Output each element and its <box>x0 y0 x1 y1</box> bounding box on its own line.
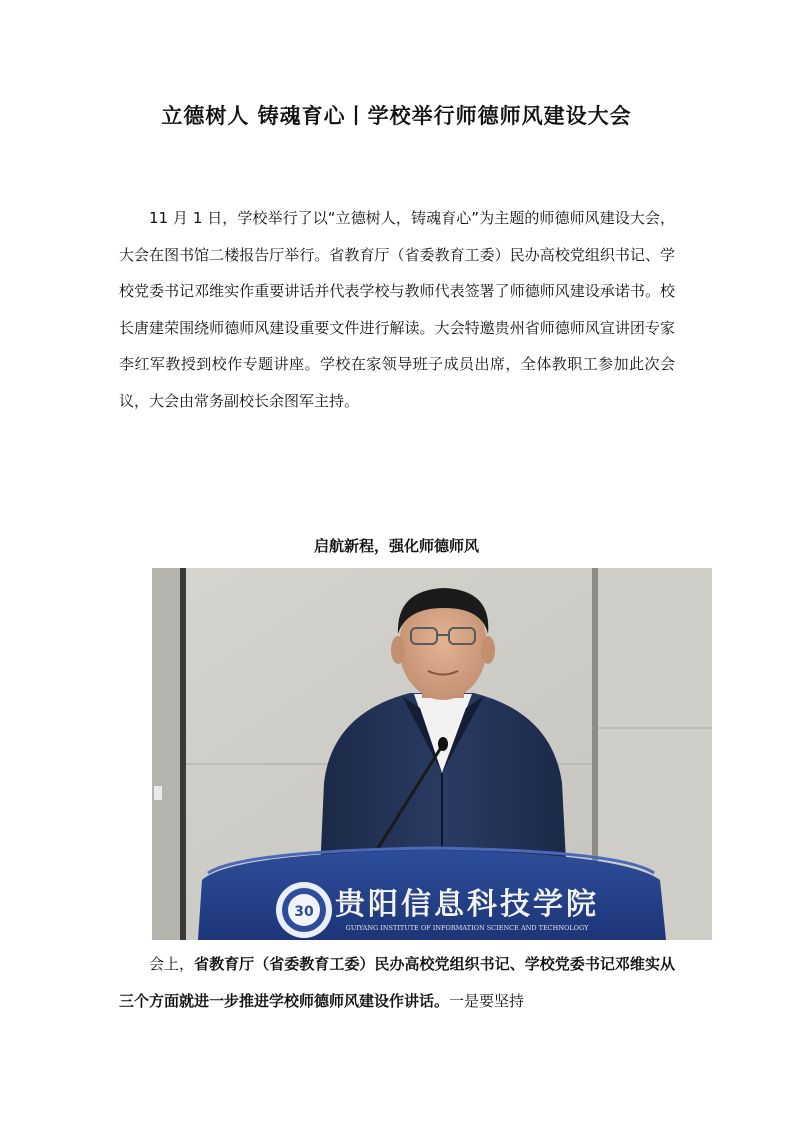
speaker-photo-illustration <box>152 568 712 940</box>
paragraph-2-bold: 省教育厅（省委教育工委）民办高校党组织书记、学校党委书记邓维实从三个方面就进一步推进学校师德师风建设作讲话。 <box>119 955 675 1010</box>
section-caption: 启航新程，强化师德师风 <box>313 537 479 555</box>
article-paragraph-2 <box>119 946 675 1019</box>
podium-logo-text: 30 <box>294 904 314 920</box>
article-paragraph-1 <box>119 200 675 419</box>
speaker-photo <box>152 568 712 940</box>
paragraph-2-text <box>119 946 675 1019</box>
paragraph-2-rest: 一是要坚持 <box>449 991 525 1010</box>
article-title: 立德树人 铸魂育心丨学校举行师德师风建设大会 <box>161 104 632 128</box>
podium-subtitle: GUIYANG INSTITUTE OF INFORMATION SCIENCE AND TECHNOLOGY <box>345 924 589 932</box>
paragraph-1-text: 11 月 1 日，学校举行了以“立德树人，铸魂育心”为主题的师德师风建设大会，大会在图书馆二楼报告厅举行。省教育厅（省委教育工委）民办高校党组织书记、学校党委书记邓维实作重要讲话并代表学校与教师代表签署了师德师风建设承诺书。校长唐建荣围绕师德师风建设重要文件进行解读。大会特邀贵州省师德师风宣讲团专家李红军教授到校作专题讲座。学校在家领导班子成员出席，全体教职工参加此次会议，大会由常务副校长余图军主持。 <box>119 209 675 410</box>
podium-title: 贵阳信息科技学院 <box>335 887 599 922</box>
paragraph-2-lead: 会上， <box>149 955 195 973</box>
